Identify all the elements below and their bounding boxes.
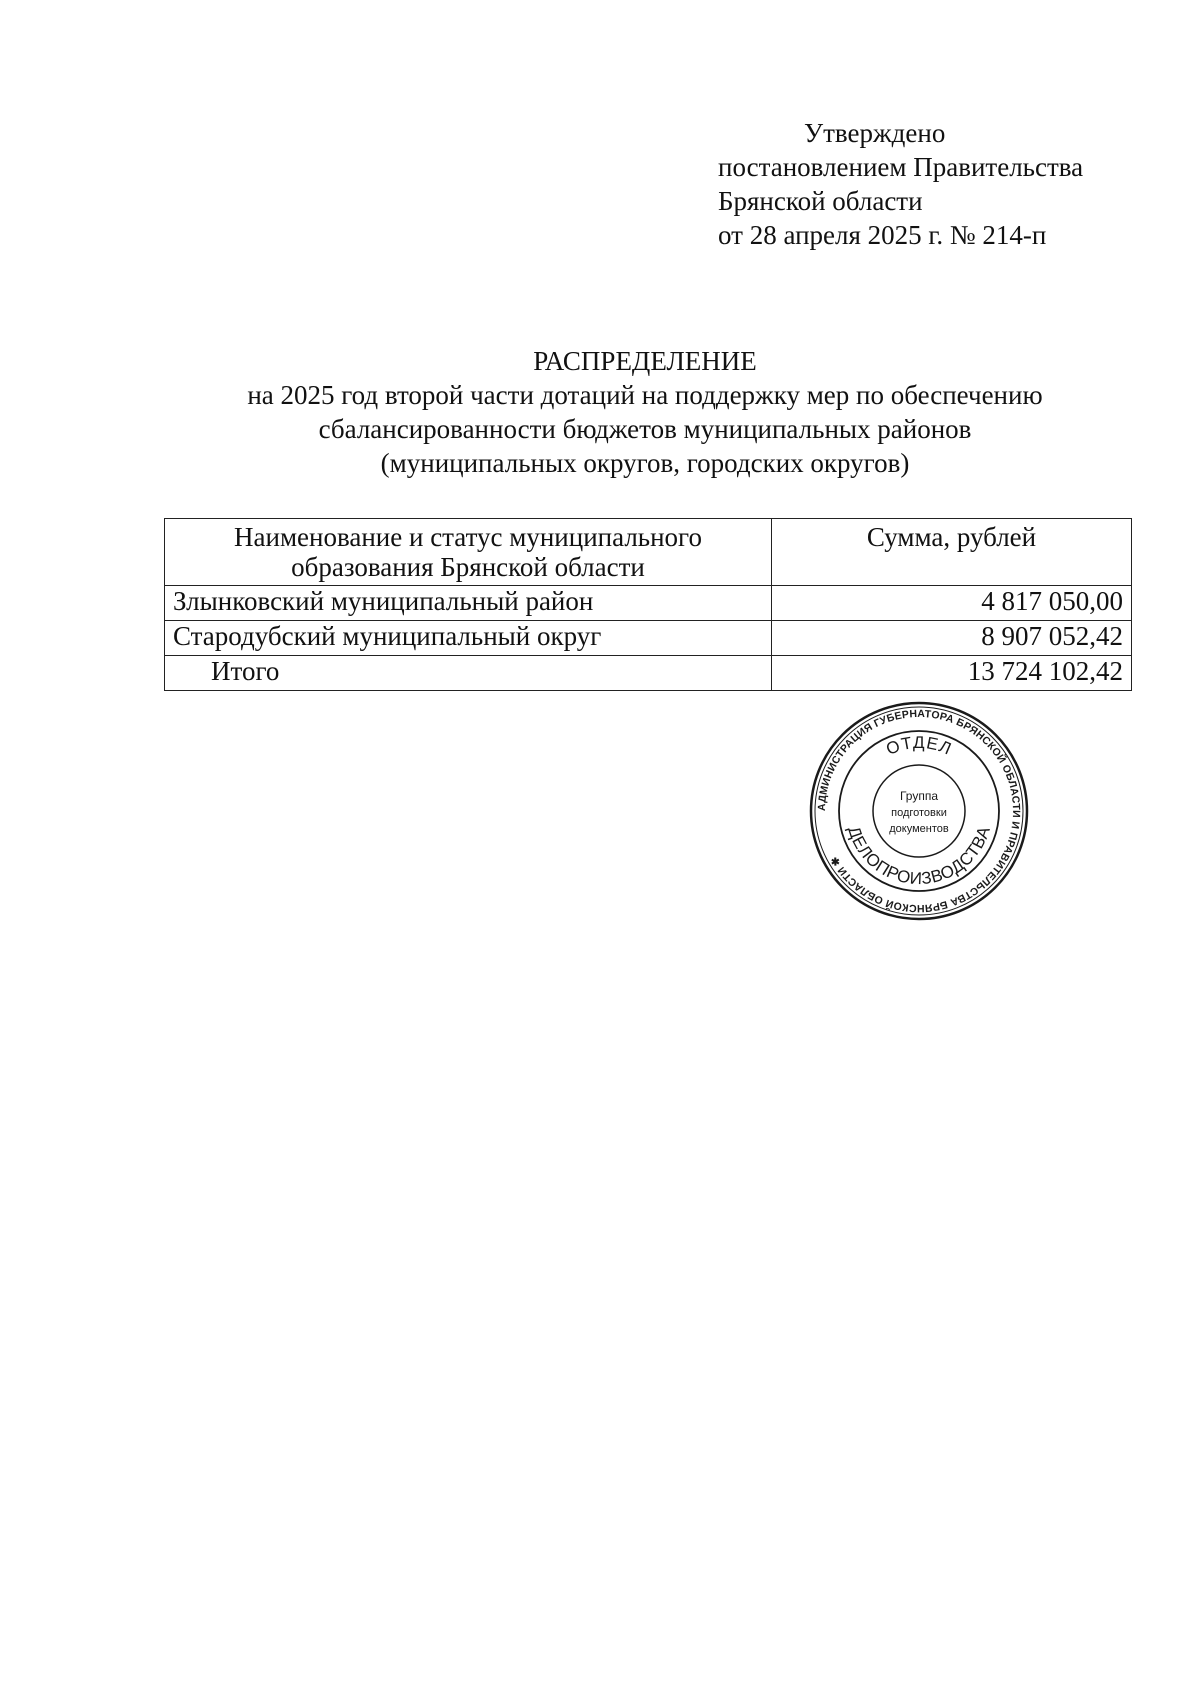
municipality-name: Стародубский муниципальный округ (165, 621, 772, 656)
seal-icon (808, 700, 1030, 922)
document-title: РАСПРЕДЕЛЕНИЕ (533, 346, 757, 376)
seal-center-line: Группа (899, 789, 939, 803)
approval-title: Утверждено (804, 118, 946, 148)
approval-region: Брянской области (718, 186, 923, 216)
seal-office-text: ДЕЛОПРОИЗВОДСТВА (844, 823, 994, 889)
table-header-row (165, 519, 1132, 586)
approval-block (718, 116, 1083, 252)
seal-center-line: документов (889, 823, 949, 835)
seal-outer-text: АДМИНИСТРАЦИЯ ГУБЕРНАТОРА БРЯНСКОЙ ОБЛАСТИ И ПРАВИТЕЛЬСТВА БРЯНСКОЙ ОБЛАСТИ ✱ (815, 707, 1023, 915)
seal-center-line: подготовки (891, 807, 947, 819)
table-total-row (165, 656, 1132, 691)
header-municipality (165, 519, 772, 586)
approval-date-number: от 28 апреля 2025 г. № 214-п (718, 220, 1047, 250)
document-subtitle-line: на 2025 год второй части дотаций на поддержку мер по обеспечению (247, 380, 1043, 410)
approval-resolution: постановлением Правительства (718, 152, 1084, 182)
header-municipality-line: Наименование и статус муниципального (234, 522, 702, 552)
distribution-table (164, 518, 1132, 691)
table-row (165, 621, 1132, 656)
seal-department-text: ОТДЕЛ (883, 732, 955, 759)
total-amount: 13 724 102,42 (772, 656, 1132, 691)
document-heading (150, 344, 1140, 480)
document-subtitle-line: сбалансированности бюджетов муниципальных районов (318, 414, 972, 444)
total-label: Итого (165, 656, 772, 691)
municipality-amount: 8 907 052,42 (772, 621, 1132, 656)
official-seal (808, 700, 1030, 922)
municipality-amount: 4 817 050,00 (772, 586, 1132, 621)
header-amount: Сумма, рублей (772, 519, 1132, 586)
municipality-name: Злынковский муниципальный район (165, 586, 772, 621)
table-row (165, 586, 1132, 621)
header-municipality-line: образования Брянской области (291, 552, 645, 582)
document-subtitle-line: (муниципальных округов, городских округов) (380, 448, 910, 478)
svg-text:ОТДЕЛ (883, 733, 954, 759)
